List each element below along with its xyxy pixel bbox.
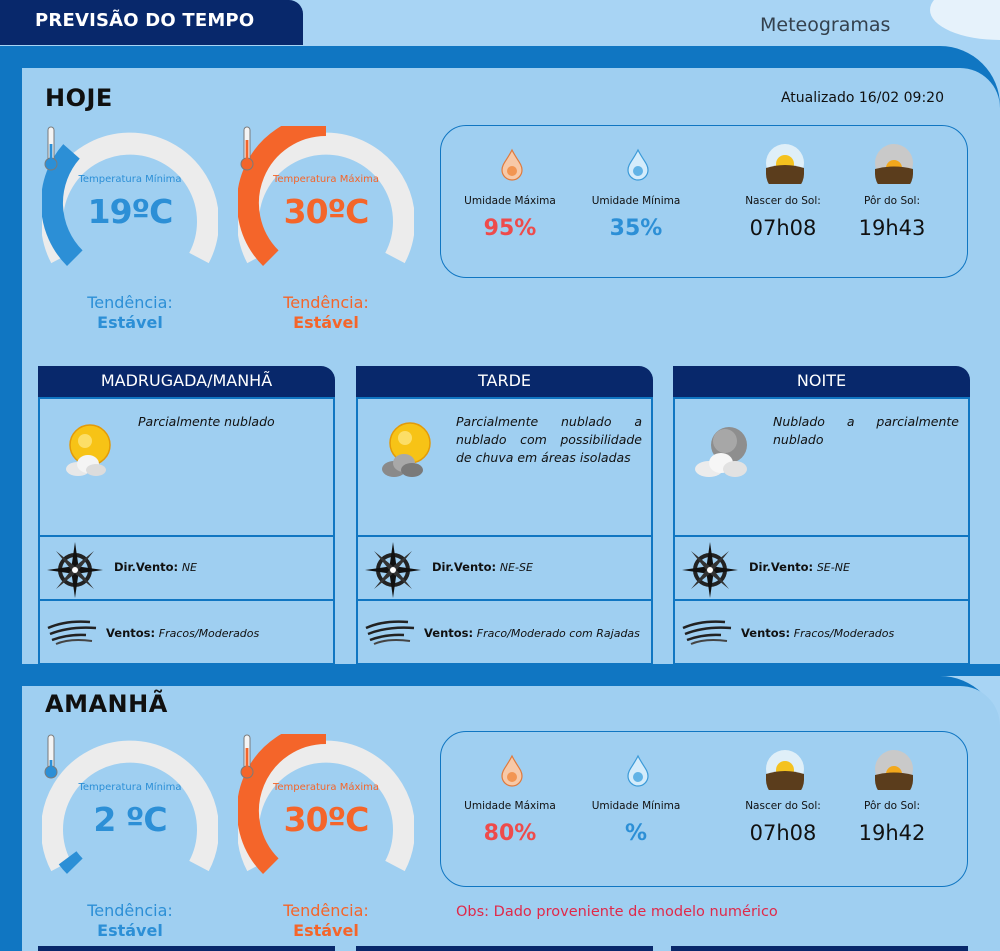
thermometer-icon — [238, 126, 256, 172]
moon-cloud-icon — [691, 417, 759, 485]
sun-cloud-icon — [374, 417, 442, 485]
period-title: MADRUGADA/MANHÃ — [38, 366, 335, 397]
humidity-min-label: Umidade Mínima — [591, 195, 681, 207]
compass-rose-icon — [364, 541, 422, 599]
thermometer-icon — [42, 126, 60, 172]
max-temp-label: Temperatura Máxima — [272, 174, 380, 185]
period-noite — [673, 366, 970, 666]
period-tarde — [356, 366, 653, 666]
humidity-max-col — [455, 126, 565, 276]
sun-cloud-icon — [56, 417, 124, 485]
min-temp-value: 2 ºC — [93, 800, 167, 839]
wind-direction — [114, 560, 197, 574]
sunrise-label: Nascer do Sol: — [745, 195, 821, 207]
humidity-drop-icon — [619, 752, 657, 790]
sunrise-time: 07h08 — [749, 216, 817, 240]
sunset-label: Pôr do Sol: — [863, 800, 920, 812]
humidity-max-value: 95% — [483, 216, 537, 241]
model-note: Obs: Dado proveniente de modelo numérico — [456, 904, 778, 920]
humidity-drop-icon — [619, 146, 657, 184]
min-trend-label: Tendência: — [87, 293, 173, 312]
max-trend-label: Tendência: — [283, 293, 369, 312]
max-trend-value: Estável — [293, 921, 359, 940]
sunset-time: 19h42 — [858, 821, 926, 845]
humidity-min-col — [581, 126, 691, 276]
sunset-time: 19h43 — [858, 216, 926, 240]
corner-decoration — [930, 0, 1000, 40]
period-title: NOITE — [673, 366, 970, 397]
period-forecast — [356, 397, 653, 537]
sunrise-time: 07h08 — [749, 821, 817, 845]
thermometer-icon — [238, 734, 256, 780]
period-title: TARDE — [356, 366, 653, 397]
min-temp-label: Temperatura Mínima — [78, 174, 182, 185]
today-panel — [0, 46, 1000, 676]
min-trend-value: Estável — [97, 313, 163, 332]
sunset-label: Pôr do Sol: — [863, 195, 920, 207]
sunrise-label: Nascer do Sol: — [745, 800, 821, 812]
wind-direction — [749, 560, 850, 574]
humidity-max-label: Umidade Máxima — [464, 800, 556, 812]
tomorrow-title: AMANHÃ — [45, 690, 168, 718]
period-description: Nublado a parcialmente nublado — [773, 414, 959, 447]
humidity-max-label: Umidade Máxima — [464, 195, 556, 207]
wind-speed-value: Fraco/Moderado com Rajadas — [476, 627, 640, 640]
wind-speed-label: Ventos: — [106, 626, 156, 640]
max-trend-value: Estável — [293, 313, 359, 332]
forecast-tab[interactable]: PREVISÃO DO TEMPO — [0, 0, 303, 45]
period-madrugada — [38, 366, 335, 666]
humidity-min-value: 35% — [609, 216, 663, 241]
humidity-max-value: 80% — [483, 821, 537, 846]
wind-row — [38, 599, 335, 665]
wind-speed — [424, 626, 640, 640]
max-temp-value: 30ºC — [283, 192, 369, 231]
meteogramas-link[interactable]: Meteogramas — [760, 14, 891, 36]
wind-speed — [106, 626, 259, 640]
today-panel-inner — [22, 68, 1000, 664]
wind-icon — [46, 616, 100, 646]
wind-direction-value: SE-NE — [816, 561, 850, 574]
sunrise-icon — [764, 142, 806, 184]
wind-row — [673, 599, 970, 665]
wind-direction-row — [38, 535, 335, 601]
sunrise-icon — [764, 748, 806, 790]
period-forecast — [673, 397, 970, 537]
sunrise-col — [728, 732, 838, 882]
min-trend-value: Estável — [97, 921, 163, 940]
period-description: Parcialmente nublado a nublado com possibilidade de chuva em áreas isoladas — [456, 414, 642, 465]
wind-direction-row — [673, 535, 970, 601]
max-trend-label: Tendência: — [283, 901, 369, 920]
compass-rose-icon — [681, 541, 739, 599]
top-bar — [0, 0, 1000, 46]
wind-speed-value: Fracos/Moderados — [158, 627, 260, 640]
sunset-col — [837, 126, 947, 276]
wind-direction — [432, 560, 533, 574]
humidity-min-label: Umidade Mínima — [591, 800, 681, 812]
wind-icon — [681, 616, 735, 646]
wind-direction-label: Dir.Vento: — [114, 560, 179, 574]
max-temp-gauge — [238, 734, 414, 940]
min-temp-gauge — [42, 734, 218, 940]
sunrise-col — [728, 126, 838, 276]
period-description: Parcialmente nublado — [138, 414, 275, 429]
min-trend-label: Tendência: — [87, 901, 173, 920]
wind-speed-label: Ventos: — [741, 626, 791, 640]
compass-rose-icon — [46, 541, 104, 599]
tomorrow-info-box — [440, 731, 968, 887]
wind-icon — [364, 616, 418, 646]
period-forecast — [38, 397, 335, 537]
sunset-col — [837, 732, 947, 882]
wind-speed-value: Fracos/Moderados — [793, 627, 895, 640]
humidity-drop-icon — [493, 752, 531, 790]
next-period-headers — [38, 946, 968, 951]
max-temp-value: 30ºC — [283, 800, 369, 839]
wind-direction-row — [356, 535, 653, 601]
max-temp-label: Temperatura Máxima — [272, 782, 380, 793]
sunset-icon — [873, 748, 915, 790]
wind-direction-value: NE — [181, 561, 197, 574]
wind-direction-label: Dir.Vento: — [749, 560, 814, 574]
min-temp-label: Temperatura Mínima — [78, 782, 182, 793]
min-temp-gauge — [42, 126, 218, 332]
wind-direction-label: Dir.Vento: — [432, 560, 497, 574]
min-gauge-fill — [68, 858, 75, 866]
sunset-icon — [873, 142, 915, 184]
max-temp-gauge — [238, 126, 414, 332]
today-info-box — [440, 125, 968, 278]
humidity-drop-icon — [493, 146, 531, 184]
wind-speed — [741, 626, 894, 640]
humidity-min-value: % — [624, 821, 648, 846]
wind-speed-label: Ventos: — [424, 626, 474, 640]
today-title: HOJE — [45, 84, 113, 112]
updated-timestamp: Atualizado 16/02 09:20 — [780, 90, 944, 106]
humidity-max-col — [455, 732, 565, 882]
wind-row — [356, 599, 653, 665]
wind-direction-value: NE-SE — [499, 561, 533, 574]
humidity-min-col — [581, 732, 691, 882]
thermometer-icon — [42, 734, 60, 780]
min-temp-value: 19ºC — [87, 192, 173, 231]
